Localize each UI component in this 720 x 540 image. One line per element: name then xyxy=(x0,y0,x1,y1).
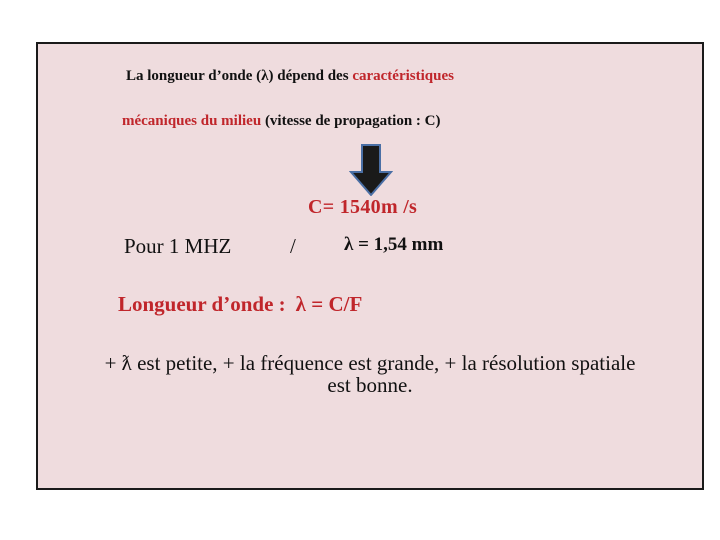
separator: / xyxy=(290,234,296,258)
wavelength-value: λ = 1,54 mm xyxy=(344,234,444,255)
slide-frame xyxy=(36,42,704,490)
definition-line-1 xyxy=(126,68,454,85)
definition-highlight-2: mécaniques du milieu xyxy=(122,113,262,129)
definition-line-2 xyxy=(122,113,440,130)
wavelength-formula xyxy=(118,292,362,317)
conclusion xyxy=(44,352,696,396)
definition-highlight: caractéristiques xyxy=(352,68,454,84)
down-arrow-icon xyxy=(349,144,393,196)
frequency-label: Pour 1 MHZ xyxy=(124,234,232,258)
definition-text-2: (vitesse de propagation : C) xyxy=(261,113,441,129)
formula-value: λ = C/F xyxy=(295,292,363,316)
definition-text: La longueur d’onde (λ) dépend des xyxy=(126,68,353,84)
formula-label: Longueur d’onde : xyxy=(118,292,286,316)
conclusion-line-2: est bonne. xyxy=(327,373,413,397)
conclusion-line-1: + ƛ est petite, + la fréquence est grande, + la résolution spatiale xyxy=(104,351,636,375)
propagation-speed: C= 1540m /s xyxy=(308,196,418,218)
